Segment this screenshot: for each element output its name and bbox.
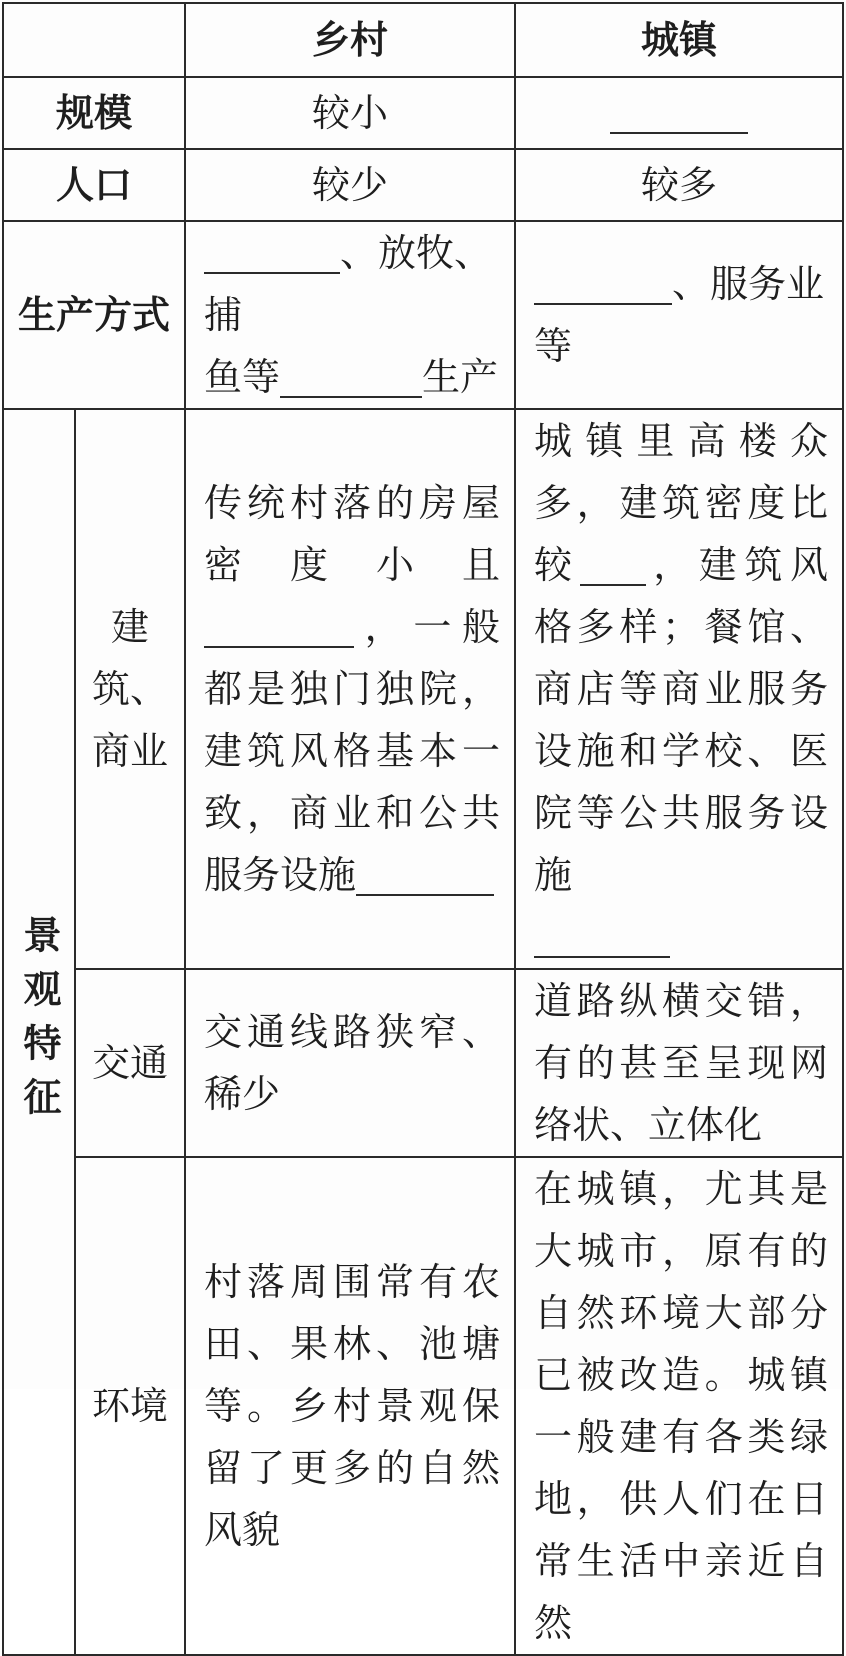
population-label: 人口 xyxy=(3,149,185,221)
building-urban-text-1: 城镇里高楼众多，建筑密度比较 xyxy=(534,419,828,587)
production-urban-blank xyxy=(534,263,672,305)
production-row xyxy=(3,221,843,409)
production-rural-text-3: 生产 xyxy=(422,355,499,399)
environment-label: 环境 xyxy=(75,1157,185,1655)
environment-rural: 村落周围常有农田、果林、池塘等。乡村景观保留了更多的自然风貌 xyxy=(185,1157,515,1655)
production-rural xyxy=(185,221,515,409)
building-urban xyxy=(515,409,843,969)
scale-label: 规模 xyxy=(3,77,185,149)
environment-urban: 在城镇，尤其是大城市，原有的自然环境大部分已被改造。城镇一般建有各类绿地，供人们在日常生活中亲近自然 xyxy=(515,1157,843,1655)
traffic-row xyxy=(3,969,843,1157)
building-rural-text-2: ，一般都是独门独院，建筑风格基本一致，商业和公共服务设施 xyxy=(204,605,500,897)
population-row xyxy=(3,149,843,221)
population-rural: 较少 xyxy=(185,149,515,221)
building-urban-blank-1 xyxy=(580,544,646,586)
production-rural-blank-1 xyxy=(204,232,340,274)
landscape-label-cell xyxy=(3,409,75,1655)
environment-row xyxy=(3,1157,843,1655)
production-urban-text: 、服务业等 xyxy=(534,262,825,368)
traffic-label: 交通 xyxy=(75,969,185,1157)
traffic-rural: 交通线路狭窄、稀少 xyxy=(185,969,515,1157)
rural-urban-comparison-table xyxy=(2,2,844,1656)
landscape-label: 景观特征 xyxy=(17,915,61,1131)
building-row xyxy=(3,409,843,969)
building-urban-text-2: ，建筑风格多样；餐馆、商店等商业服务设施和学校、医院等公共服务设施 xyxy=(534,543,828,897)
building-urban-blank-2 xyxy=(534,916,670,958)
building-rural-text-1: 传统村落的房屋密度小且 xyxy=(204,481,500,587)
building-label-cell xyxy=(75,409,185,969)
production-rural-text-2: 鱼等 xyxy=(204,355,281,399)
rural-column-header: 乡村 xyxy=(185,3,515,77)
building-label: 建筑、商业 xyxy=(91,605,168,773)
production-rural-text-1: 、放牧、捕 xyxy=(204,231,493,337)
header-row xyxy=(3,3,843,77)
production-urban xyxy=(515,221,843,409)
building-rural-blank-1 xyxy=(204,606,354,648)
population-urban: 较多 xyxy=(515,149,843,221)
production-label: 生产方式 xyxy=(3,221,185,409)
building-rural-blank-2 xyxy=(356,854,494,896)
corner-cell xyxy=(3,3,185,77)
scale-row xyxy=(3,77,843,149)
traffic-urban: 道路纵横交错，有的甚至呈现网络状、立体化 xyxy=(515,969,843,1157)
scale-urban-cell xyxy=(515,77,843,149)
building-rural xyxy=(185,409,515,969)
scale-urban-blank xyxy=(610,92,748,134)
urban-column-header: 城镇 xyxy=(515,3,843,77)
production-rural-blank-2 xyxy=(280,356,422,398)
scale-rural: 较小 xyxy=(185,77,515,149)
